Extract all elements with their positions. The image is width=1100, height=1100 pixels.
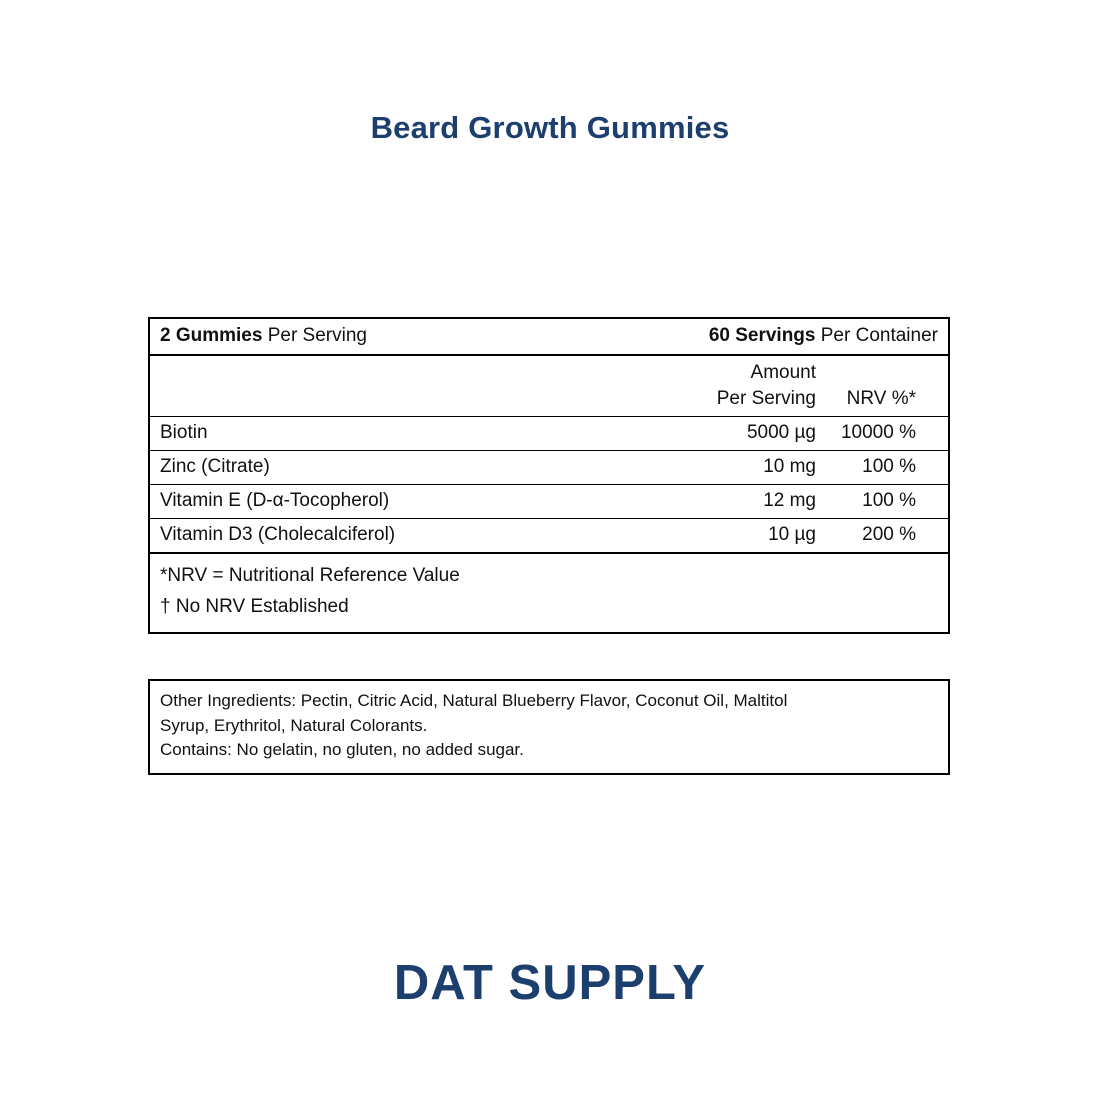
table-row (150, 417, 948, 451)
amount-column-header (150, 356, 948, 417)
brand-name: DAT SUPPLY (393, 956, 707, 1010)
supplement-facts-panel (148, 317, 950, 634)
footnote-no-nrv: † No NRV Established (160, 595, 349, 617)
nutrient-amount: 5000 µg (746, 422, 816, 443)
servings-per-container-value: 60 Servings (708, 325, 816, 346)
other-ingredients-line-2: Syrup, Erythritol, Natural Colorants. (160, 715, 428, 735)
other-ingredients-line-1: Other Ingredients: Pectin, Citric Acid, Natural Blueberry Flavor, Coconut Oil, Maltitol (160, 691, 788, 710)
serving-size-value: 2 Gummies (160, 325, 263, 346)
table-row (150, 451, 948, 485)
nutrient-amount: 10 µg (768, 524, 816, 545)
other-ingredients-panel (148, 679, 950, 775)
nutrient-name: Zinc (Citrate) (160, 456, 270, 477)
contains-statement: Contains: No gelatin, no gluten, no added sugar. (160, 740, 524, 760)
footnote-nrv-definition: *NRV = Nutritional Reference Value (160, 565, 460, 586)
serving-info-row (150, 319, 948, 356)
serving-size-label: Per Serving (262, 325, 367, 346)
nutrient-name: Vitamin D3 (Cholecalciferol) (160, 524, 396, 545)
nutrient-table (150, 417, 948, 554)
nutrient-nrv: 10000 % (840, 422, 916, 443)
nrv-header: NRV %* (846, 388, 916, 409)
nutrient-nrv: 200 % (862, 524, 916, 545)
table-row (150, 519, 948, 552)
nutrient-nrv: 100 % (862, 456, 916, 477)
page-title: Beard Growth Gummies (370, 110, 730, 145)
nutrient-name: Biotin (160, 422, 208, 443)
nutrient-name: Vitamin E (D-α-Tocopherol) (160, 490, 390, 511)
nutrient-amount: 10 mg (763, 456, 816, 477)
nutrient-nrv: 100 % (862, 490, 916, 511)
footnotes (150, 554, 948, 632)
servings-per-container (709, 325, 938, 347)
amount-header-line1: Amount (750, 362, 816, 383)
table-row (150, 485, 948, 519)
serving-size (160, 325, 367, 347)
servings-per-container-label: Per Container (815, 325, 938, 346)
nutrient-amount: 12 mg (763, 490, 816, 511)
amount-header-line2: Per Serving (716, 388, 816, 409)
